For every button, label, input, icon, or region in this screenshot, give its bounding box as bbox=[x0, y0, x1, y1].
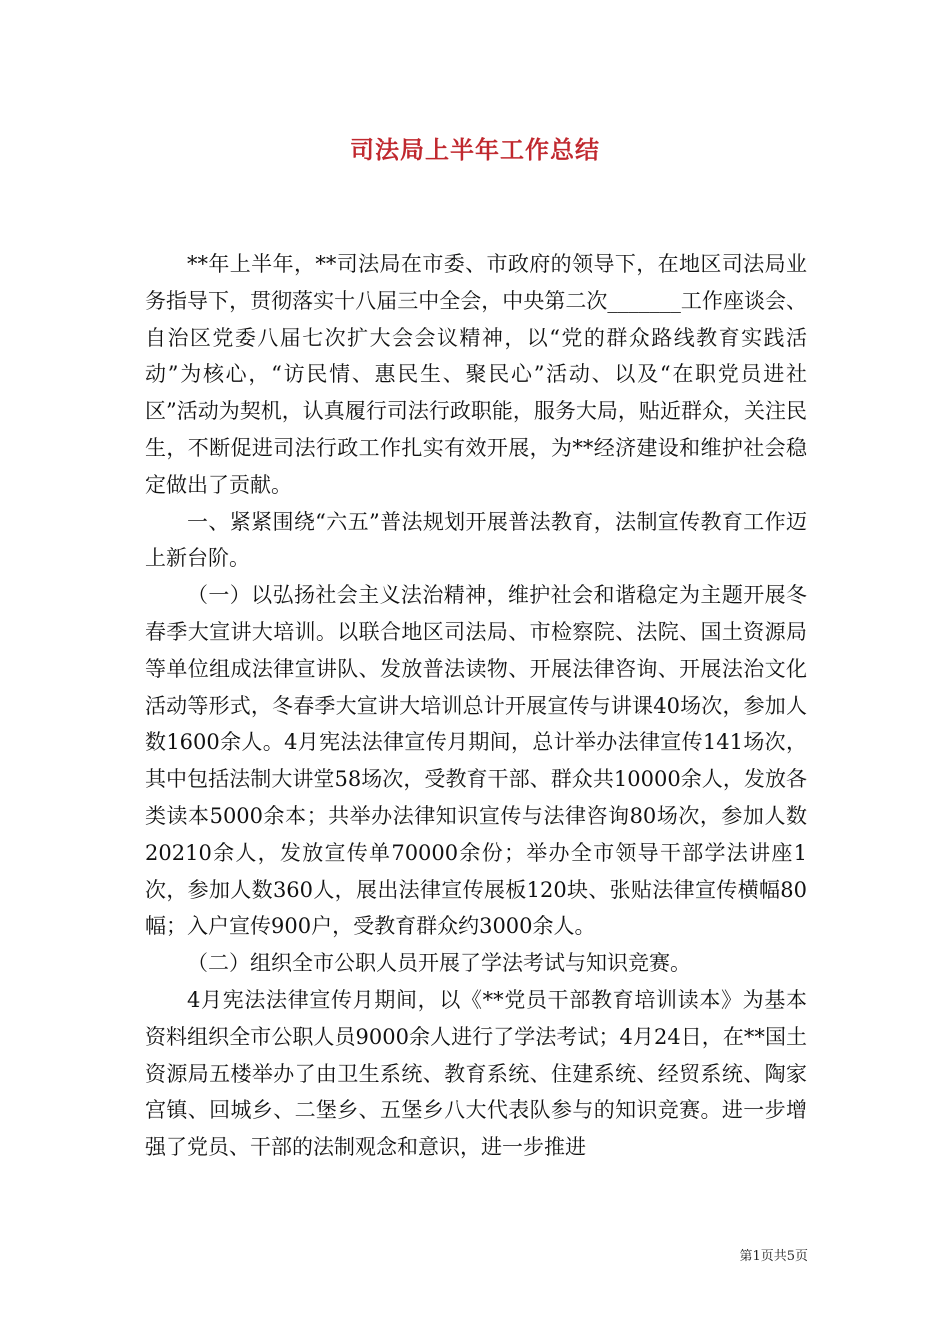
paragraph-intro: **年上半年，**司法局在市委、市政府的领导下，在地区司法局业务指导下，贯彻落实十八届三中全会，中央第二次_______工作座谈会、自治区党委八届七次扩大会会议精神，以“党的群众路线教育实践活动”为核心，“访民情、惠民生、聚民心”活动、以及“在职党员进社区”活动为契机，认真履行司法行政职能，服务大局，贴近群众，关注民生，不断促进司法行政工作扎实有效开展，为**经济建设和维护社会稳定做出了贡献。 bbox=[145, 252, 807, 497]
paragraph-subsection-2-heading: （二）组织全市公职人员开展了学法考试与知识竞赛。 bbox=[187, 951, 691, 976]
paragraph-subsection-1: （一）以弘扬社会主义法治精神，维护社会和谐稳定为主题开展冬春季大宣讲大培训。以联合地区司法局、市检察院、法院、国土资源局等单位组成法律宣讲队、发放普法读物、开展法律咨询、开展法治文化活动等形式，冬春季大宣讲大培训总计开展宣传与讲课40场次，参加人数1600余人。4月宪法法律宣传月期间，总计举办法律宣传141场次，其中包括法制大讲堂58场次，受教育干部、群众共10000余人，发放各类读本5000余本；共举办法律知识宣传与法律咨询80场次，参加人数20210余人，发放宣传单70000余份；举办全市领导干部学法讲座1次，参加人数360人，展出法律宣传展板120块、张贴法律宣传横幅80幅；入户宣传900户，受教育群众约3000余人。 bbox=[145, 583, 807, 939]
document-title: 司法局上半年工作总结 bbox=[350, 135, 600, 164]
paragraph-section-1-heading: 一、紧紧围绕“六五”普法规划开展普法教育，法制宣传教育工作迈上新台阶。 bbox=[145, 509, 807, 571]
page-number: 第1页共5页 bbox=[739, 1249, 808, 1264]
document-body bbox=[145, 246, 807, 1166]
paragraph-subsection-2-body: 4月宪法法律宣传月期间，以《**党员干部教育培训读本》为基本资料组织全市公职人员9000余人进行了学法考试；4月24日，在**国土资源局五楼举办了由卫生系统、教育系统、住建系统、经贸系统、陶家宫镇、回城乡、二堡乡、五堡乡八大代表队参与的知识竞赛。进一步增强了党员、干部的法制观念和意识，进一步推进 bbox=[145, 987, 807, 1160]
